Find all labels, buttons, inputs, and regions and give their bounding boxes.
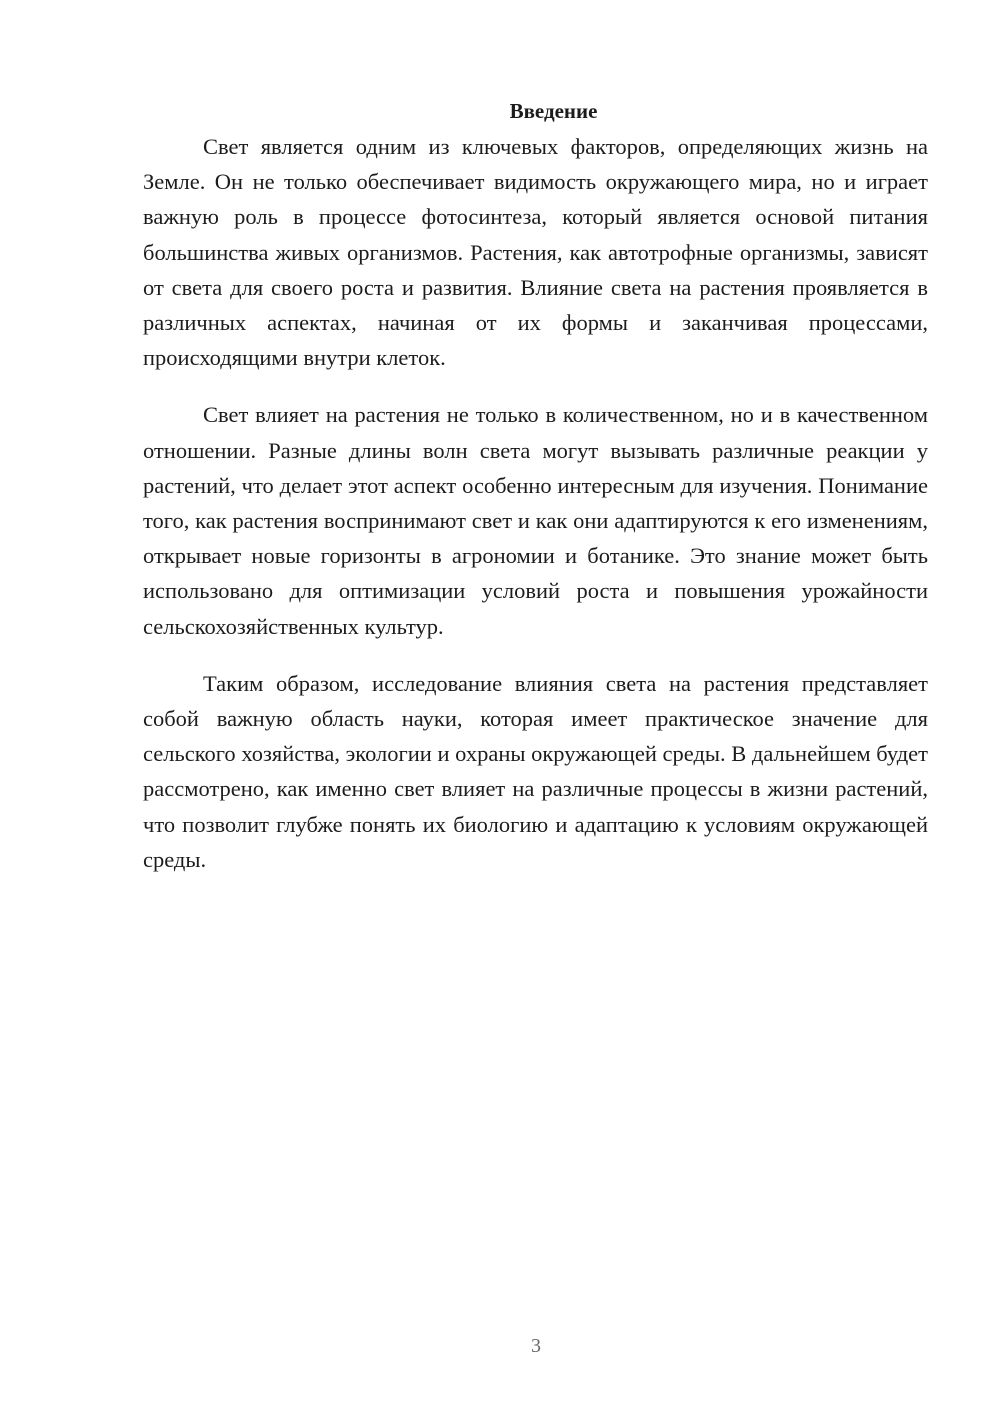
- paragraph-1: Свет является одним из ключевых факторов, определяющих жизнь на Земле. Он не только обеспечивает видимость окружающего мира, но и играет важную роль в процессе фотосинтеза, который является основой питания большинства живых организмов. Растения, как автотрофные организмы, зависят от света для своего роста и развития. Влияние света на растения проявляется в различных аспектах, начиная от их формы и заканчивая процессами, происходящими внутри клеток.: [143, 134, 928, 371]
- page-content: [143, 94, 928, 877]
- paragraph-2: Свет влияет на растения не только в количественном, но и в качественном отношении. Разные длины волн света могут вызывать различные реакции у растений, что делает этот аспект особенно интересным для изучения. Понимание того, как растения воспринимают свет и как они адаптируются к его изменениям, открывает новые горизонты в агрономии и ботанике. Это знание может быть использовано для оптимизации условий роста и повышения урожайности сельскохозяйственных культур.: [143, 402, 928, 639]
- page-number: 3: [531, 1335, 541, 1357]
- paragraph-3: Таким образом, исследование влияния света на растения представляет собой важную область науки, которая имеет практическое значение для сельского хозяйства, экологии и охраны окружающей среды. В дальнейшем будет рассмотрено, как именно свет влияет на различные процессы в жизни растений, что позволит глубже понять их биологию и адаптацию к условиям окружающей среды.: [143, 670, 928, 872]
- section-heading: Введение: [509, 99, 598, 123]
